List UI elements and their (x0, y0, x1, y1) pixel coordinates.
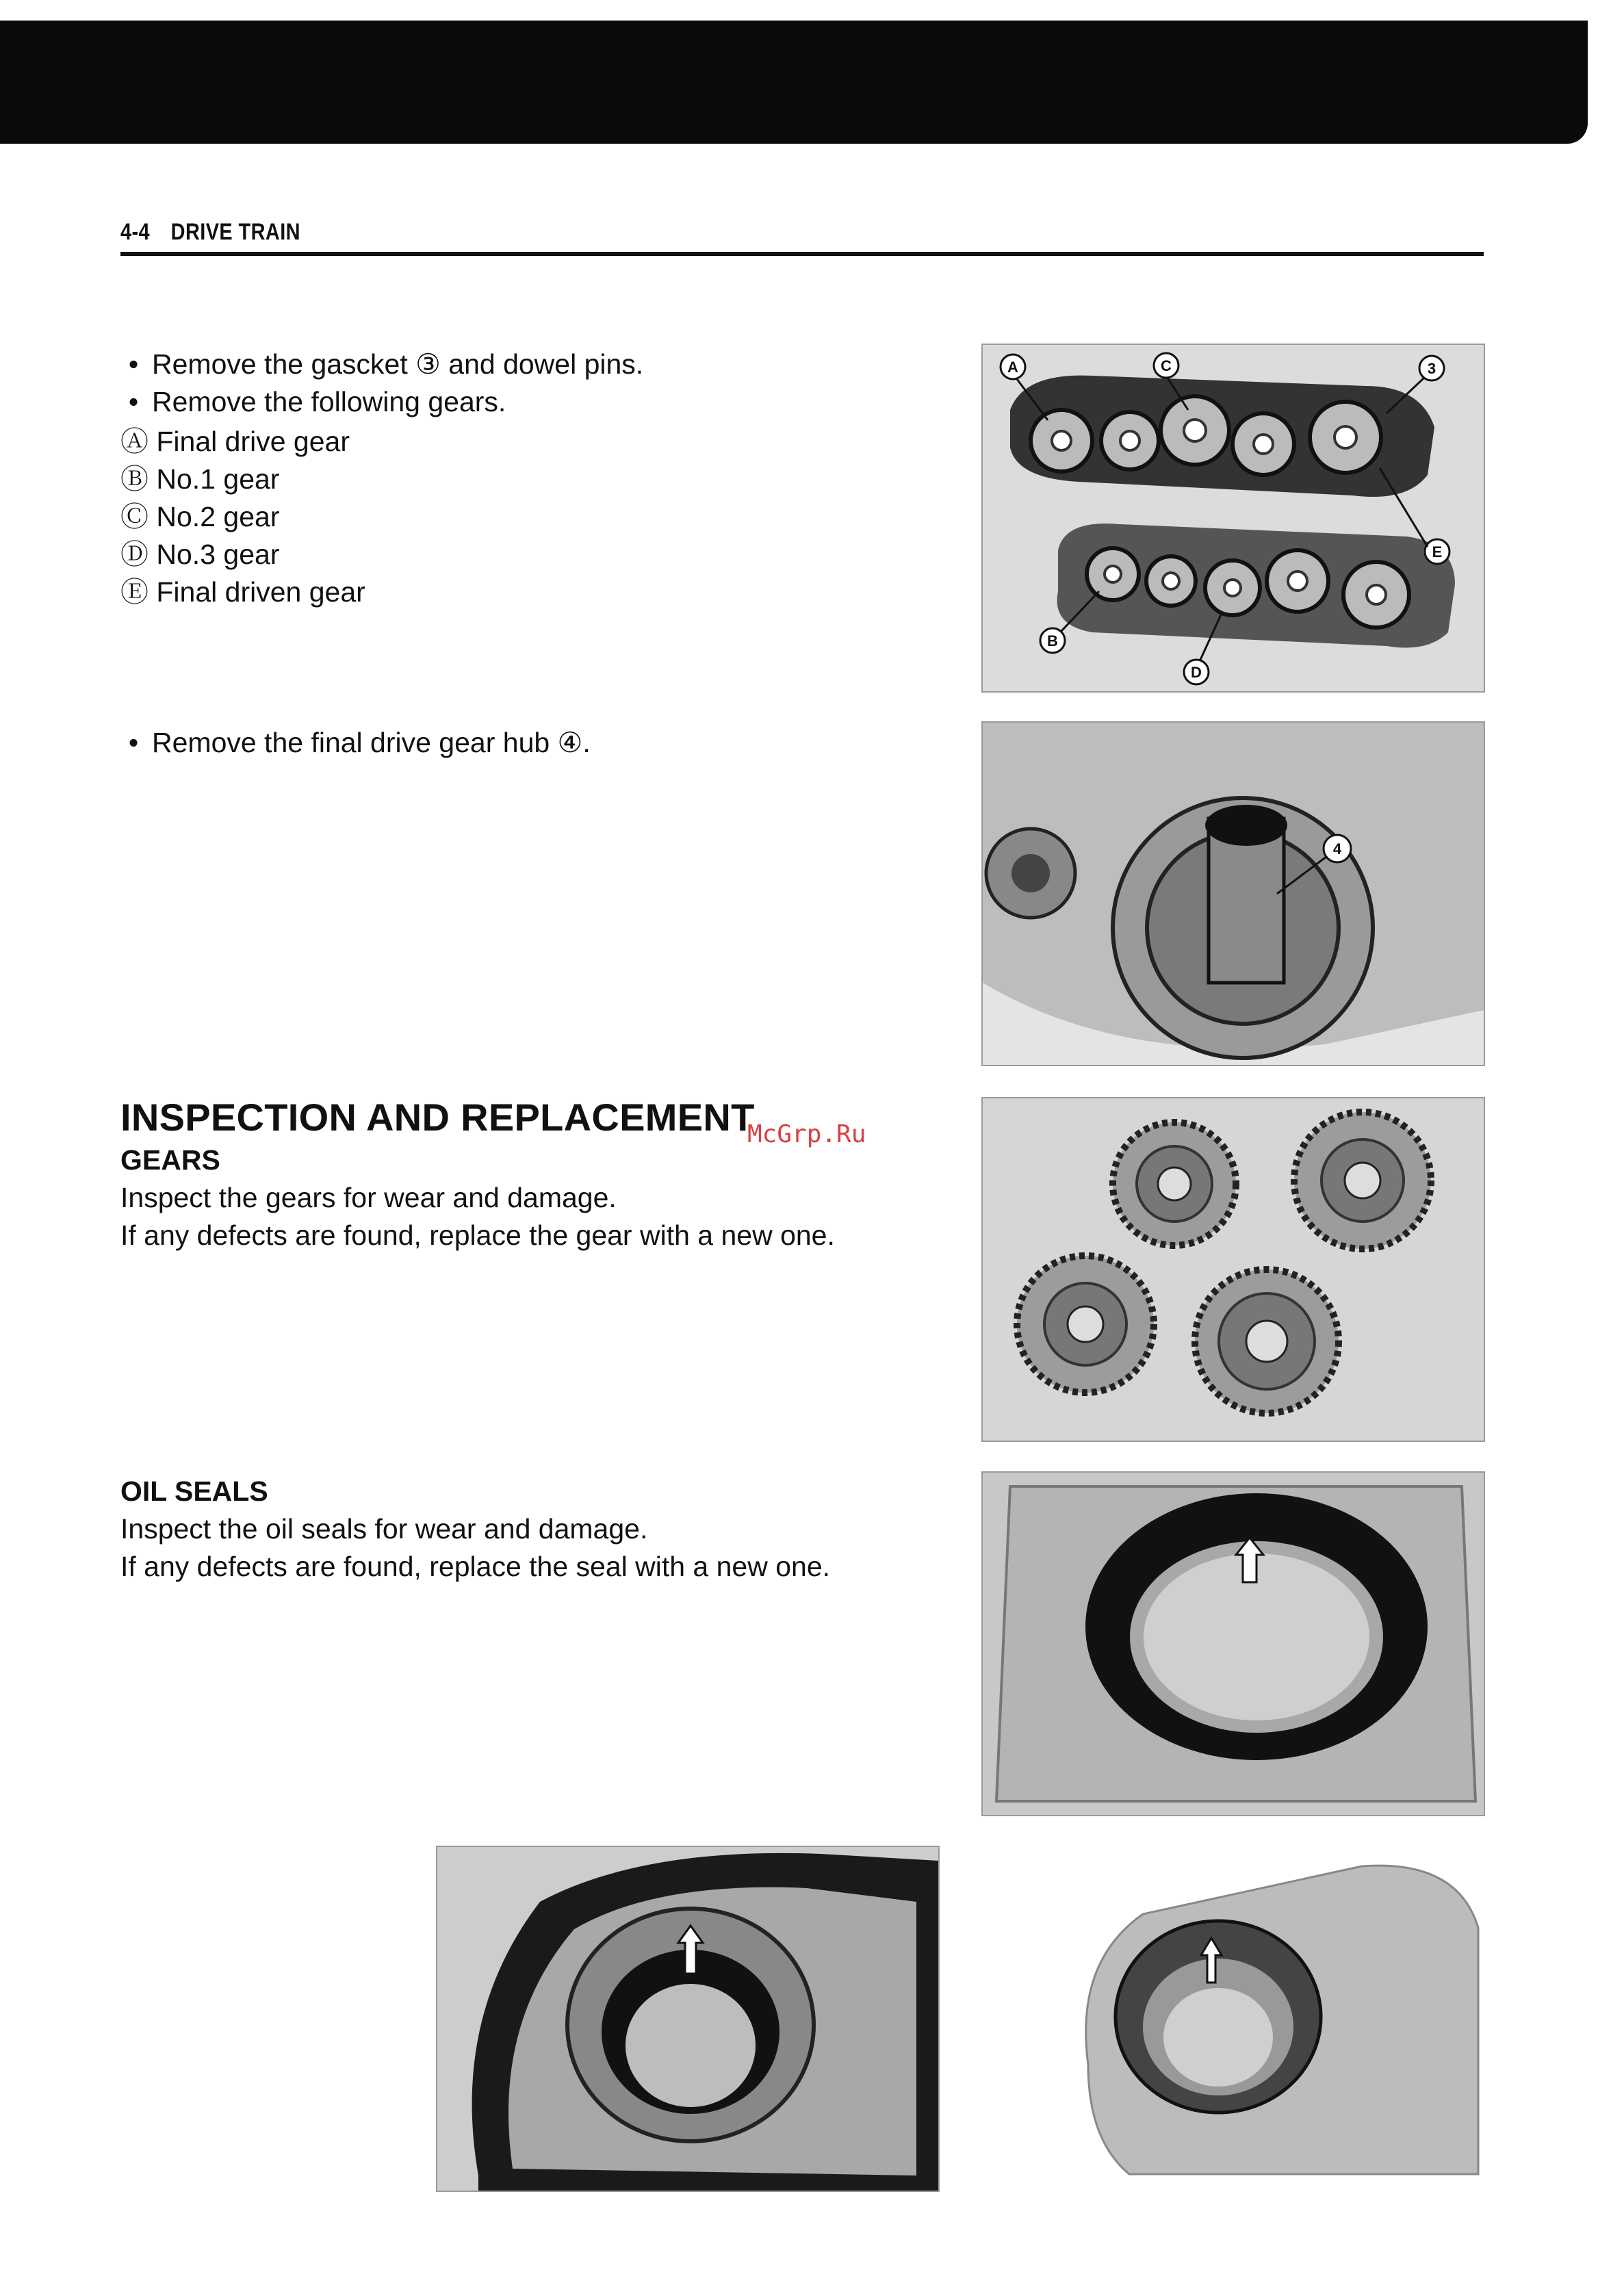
removal-bullets (127, 346, 949, 421)
oil-seals-section (120, 1473, 942, 1586)
gear-item-e: Ⓔ Final driven gear (120, 576, 365, 608)
gears-text-2: If any defects are found, replace the gear with a new one. (120, 1219, 835, 1251)
callout-3: 3 (1427, 360, 1436, 377)
gears-text-1: Inspect the gears for wear and damage. (120, 1182, 617, 1213)
gears-illustration (983, 1098, 1484, 1441)
watermark: McGrp.Ru (747, 1120, 866, 1148)
cover-seal-photo (1047, 1846, 1482, 2189)
gear-item-b: Ⓑ No.1 gear (120, 463, 280, 495)
list-item: • Remove the final drive gear hub ④. (128, 727, 591, 758)
page-header (120, 219, 1279, 246)
callout-e: E (1432, 543, 1443, 560)
crankcase-seal-photo (436, 1846, 940, 2192)
list-item: • Remove the gascket ③ and dowel pins. (128, 348, 644, 380)
oil-seals-heading: OIL SEALS (120, 1475, 268, 1507)
top-black-band (0, 21, 1588, 144)
inspection-title: INSPECTION AND REPLACEMENT (120, 1096, 755, 1139)
gear-item-c: Ⓒ No.2 gear (120, 501, 280, 532)
section-title: DRIVE TRAIN (170, 219, 300, 245)
oil-seals-text-1: Inspect the oil seals for wear and damage. (120, 1513, 648, 1545)
gear-item-a: Ⓐ Final drive gear (120, 426, 350, 457)
list-item: • Remove the following gears. (128, 386, 506, 417)
callout-a: A (1007, 359, 1018, 376)
gear-case-illustration (983, 345, 1484, 691)
gears-section (120, 1141, 942, 1254)
page-number: 4-4 (120, 219, 151, 245)
gear-list (120, 423, 736, 611)
crankcase-seal-illustration (437, 1847, 938, 2191)
gear-item-d: Ⓓ No.3 gear (120, 539, 280, 570)
hub-bullet (127, 724, 949, 762)
cover-seal-illustration (1047, 1846, 1482, 2189)
callout-c: C (1161, 357, 1172, 374)
header-rule (120, 252, 1484, 256)
gears-photo (981, 1097, 1485, 1442)
gear-case-photo (981, 344, 1485, 693)
callout-d: D (1191, 664, 1202, 681)
callout-b: B (1047, 632, 1058, 649)
gear-hub-illustration (983, 723, 1484, 1065)
oil-seal-photo (981, 1471, 1485, 1816)
callout-4: 4 (1332, 840, 1342, 857)
gear-hub-photo (981, 721, 1485, 1066)
gears-heading: GEARS (120, 1144, 220, 1176)
oil-seal-illustration (983, 1473, 1484, 1815)
oil-seals-text-2: If any defects are found, replace the seal with a new one. (120, 1551, 831, 1582)
